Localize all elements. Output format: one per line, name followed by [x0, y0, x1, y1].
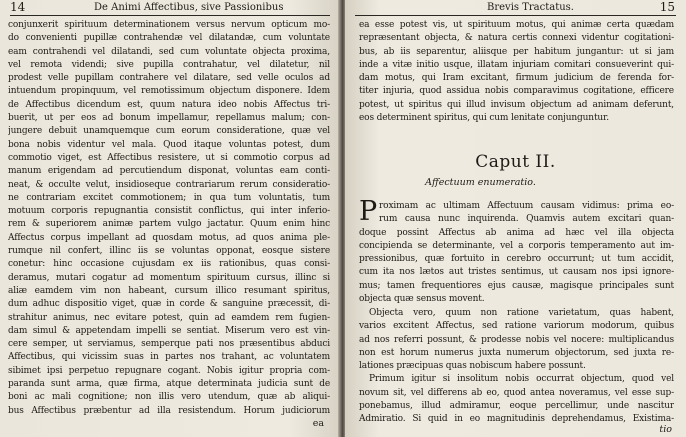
text-line: dam simul & appetendam impelli se sentiat. Miserum vero est vin- — [8, 325, 330, 336]
text-line: roximam ac ultimam Affectuum causam vidimus: prima eo- — [379, 201, 674, 211]
text-line: de Affectibus dicendum est, quum natura ideo nobis Affectus tri- — [8, 99, 330, 110]
text-line: mus; tamen frequentiores ejus causæ, magisque principales sunt — [359, 280, 674, 291]
text-line: strahitur animus, nec evitare potest, quin ad eamdem rem fugien- — [8, 312, 330, 323]
text-line: doque possint Affectus ab anima ad hæc vel illa objecta — [359, 227, 674, 238]
text-line: sibimet ipsi perpetuo repugnare cogant. Nobis igitur propria com- — [8, 365, 330, 376]
text-line: non est horum numerus juxta numerum objectorum, sed juxta re- — [359, 347, 674, 358]
text-line: objecta quæ sensus movent. — [359, 294, 485, 305]
chapter-title: Caput II. — [475, 152, 556, 172]
text-line: cum ita nos lætos aut tristes sentimus, ut causam nos ipsi ignore- — [359, 267, 674, 278]
right-paragraph-2 — [359, 307, 674, 427]
left-body-text — [8, 19, 330, 418]
drop-cap: P — [359, 196, 378, 227]
left-running-header — [0, 1, 340, 15]
text-line: do convenienti pupillæ contrahendæ vel dilatandæ, cum voluntate — [8, 33, 330, 44]
text-line: motuum corporis repugnantia consistit conflictus, qui inter inferio- — [8, 206, 330, 217]
text-line: eam contrahendi vel dilatandi, sed cum voluntate objecta proxima, — [8, 46, 330, 57]
text-line: varios excitent Affectus, sed ratione variorum modorum, quibus — [359, 321, 674, 332]
text-line: boni ac mali cognitione; non illis vero utendum, quæ ab aliqui- — [8, 392, 330, 403]
text-line: titer injuria, quod assidua nobis comparavimus cogitatione, efficere — [359, 86, 674, 97]
text-line: inde a vitæ initio usque, illatam injuriam comitari consueverint qui- — [359, 59, 674, 70]
text-line: buerit, ut per eos ad bonum impellamur, repellamus malum; con- — [8, 113, 330, 124]
text-line: bona nobis videntur vel mala. Quod itaque voluntas potest, dum — [8, 139, 330, 150]
left-running-head: De Animi Affectibus, sive Passionibus — [94, 2, 284, 13]
right-page — [345, 0, 686, 437]
text-line: jungere debuit unamquemque cum eorum consideratione, quæ vel — [8, 126, 330, 137]
text-line: dam motus, qui Iram excitant, firmum judicium de ferenda for- — [359, 73, 674, 84]
right-page-number: 15 — [659, 0, 675, 14]
text-line: deramus, mutari cogatur ad momentum spirituum cursus, illinc si — [8, 272, 330, 283]
paragraph-1-lines — [359, 196, 674, 306]
text-line: manum erigendam ad percutiendum disponat, voluntas eam conti- — [8, 166, 330, 177]
chapter-subtitle: Affectuum enumeratio. — [425, 177, 536, 188]
text-line: bus Affectibus præbentur ad illa resistendum. Horum judiciorum — [8, 405, 330, 416]
left-page-number: 14 — [10, 0, 26, 14]
text-line: rumque nil confert, illinc iis se voluntas opponat, eosque sistere — [8, 246, 330, 257]
text-line: Objecta vero, quum non ratione varietatum, quas habent, — [369, 308, 674, 318]
text-line: vel remota videndi; sive pupilla contrahatur, vel dilatetur, nil — [8, 59, 330, 70]
text-line: ad nos referri possunt, & prodesse nobis vel nocere: multiplicandus — [359, 334, 674, 345]
text-line: Affectus corpus impellant ad quosdam motus, ad quos anima ple- — [8, 232, 330, 243]
text-line: dum adhuc dispositio viget, quæ in corde & sanguine præcessit, di- — [8, 299, 330, 310]
text-line: commotio viget, est Affectibus resistere, ut si commotio corpus ad — [8, 152, 330, 163]
text-line: concipienda se determinante, vel a corporis temperamento aut im- — [359, 240, 674, 251]
text-line: aliæ eamdem vim non habeant, cursum illico resumant spiritus, — [8, 285, 330, 296]
text-line: ne contrariam excitet commotionem; in qua tum voluntatis, tum — [8, 192, 330, 203]
right-running-head: Brevis Tractatus. — [487, 2, 574, 13]
text-line: cere semper, ut serviamus, semperque pati nos præsentibus abduci — [8, 339, 330, 350]
text-line: conjunxerit spirituum determinationem versus nervum opticum mo- — [8, 20, 330, 30]
right-header-rule — [355, 15, 676, 16]
right-running-header — [345, 1, 686, 15]
text-line: lationes præcipuas quas nobiscum habere possunt. — [359, 361, 586, 372]
left-header-rule — [10, 15, 330, 16]
text-line: paranda sunt arma, quæ firma, atque determinata judicia sunt de — [8, 379, 330, 390]
text-line: rem & superiorem animæ partem vulgo jactatur. Quum enim hinc — [8, 219, 330, 230]
text-line: rum causa nunc inquirenda. Quamvis autem excitari quan- — [379, 214, 674, 225]
right-body-text-top — [359, 19, 674, 125]
left-page — [0, 0, 340, 437]
right-catchword: tio — [659, 424, 672, 435]
text-line: Primum igitur si insolitum nobis occurrat objectum, quod vel — [369, 374, 674, 385]
text-line: neat, & occulte velut, insidioseque contrariarum rerum consideratio- — [8, 179, 330, 190]
text-line: repræsentant objecta, & natura certis connexi videntur cogitationi- — [359, 33, 674, 44]
text-line: Admiratio. Si quid in eo magnitudinis deprehendamus, Existima- — [359, 414, 674, 425]
text-line: prodest velle pupillam contrahere vel dilatare, sed velle oculos ad — [8, 73, 330, 84]
text-line: novum sit, vel differens ab eo, quod antea noveramus, vel esse sup- — [359, 387, 674, 398]
text-line: Affectibus, qui vicissim suas in partes nos trahant, ac voluntatem — [8, 352, 330, 363]
text-line: conetur: hinc occasione cujusdam ex iis rationibus, quas consi- — [8, 259, 330, 270]
text-line: eos determinent spiritus, qui cum lenitate conjunguntur. — [359, 113, 609, 124]
right-paragraph-1 — [359, 196, 674, 306]
text-line: pressionibus, quæ fortuito in cerebro occurrunt; ut tum accidit, — [359, 254, 674, 265]
text-line: potest, ut spiritus qui illud invisum objectum ad animam deferunt, — [359, 99, 674, 110]
text-line: bus, ab iis separentur, aliisque per habitum jungantur: ut si jam — [359, 46, 674, 57]
text-line: ea esse potest vis, ut spirituum motus, qui animæ certa quædam — [359, 20, 674, 30]
text-line: intuendum propinquum, vel remotissimum objectum disponere. Idem — [8, 86, 330, 97]
left-catchword: ea — [312, 418, 324, 429]
text-line: ponebamus, illud admiramur, eoque percellimur, unde nascitur — [359, 401, 674, 412]
